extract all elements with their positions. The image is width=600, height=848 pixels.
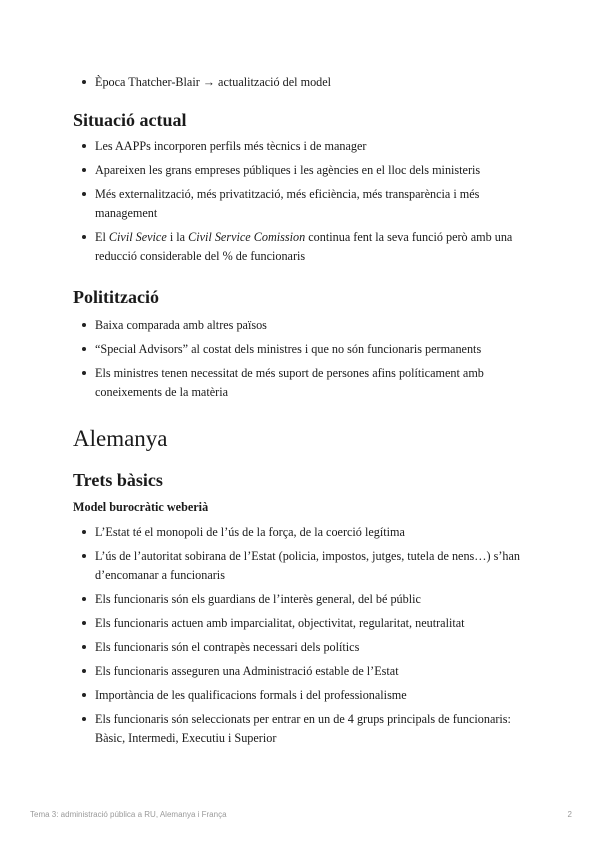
civil-service-term: Civil Sevice [108, 230, 167, 244]
list-item: L’ús de l’autoritat sobirana de l’Estat (policia, impostos, jutges, tutela de nens…) s’han d’encomanar a funcionaris [73, 547, 535, 585]
list-item: “Special Advisors” al costat dels ministres i que no són funcionaris permanents [73, 340, 535, 359]
civil-mid: i la [166, 230, 189, 244]
section-heading-situacio: Situació actual [73, 110, 187, 130]
intro-list [0, 73, 535, 97]
list-item: Els funcionaris són el contrapès necessari dels polítics [73, 638, 535, 657]
list-item: L’Estat té el monopoli de l’ús de la força, de la coerció legítima [73, 523, 535, 542]
page-number: 2 [567, 810, 572, 819]
list-item: Època Thatcher-Blair → actualització del model [73, 73, 535, 92]
subsection-heading-model: Model burocràtic weberià [73, 500, 209, 514]
section-heading-trets: Trets bàsics [73, 470, 163, 490]
list-item: Apareixen les grans empreses públiques i les agències en el lloc dels ministeris [73, 161, 535, 180]
civil-service-comission-term: Civil Service Comission [188, 230, 306, 244]
list-item-civil-service [73, 228, 535, 266]
civil-pre: El [95, 230, 109, 244]
section-heading-politititzacio: Politització [73, 287, 159, 307]
chapter-title-alemanya: Alemanya [73, 426, 168, 451]
alemanya-list [0, 523, 535, 753]
civil-post: continua fent la seva funció però amb una reducció considerable del % de funcionaris [95, 230, 513, 263]
list-item: Les AAPPs incorporen perfils més tècnics i de manager [73, 137, 535, 156]
list-item: Els funcionaris són els guardians de l’interès general, del bé públic [73, 590, 535, 609]
list-item: Els funcionaris actuen amb imparcialitat, objectivitat, regularitat, neutralitat [73, 614, 535, 633]
list-item: Baixa comparada amb altres països [73, 316, 535, 335]
situacio-list [0, 137, 535, 271]
footer-title: Tema 3: administració pública a RU, Alemanya i França [30, 810, 227, 819]
politit-list [0, 316, 535, 407]
list-item: Importància de les qualificacions formals i del professionalisme [73, 686, 535, 705]
list-item: Més externalització, més privatització, més eficiència, més transparència i més management [73, 185, 535, 223]
list-item: Els ministres tenen necessitat de més suport de persones afins políticament amb coneixements de la matèria [73, 364, 535, 402]
list-item: Els funcionaris asseguren una Administració estable de l’Estat [73, 662, 535, 681]
list-item: Els funcionaris són seleccionats per entrar en un de 4 grups principals de funcionaris: Bàsic, Intermedi, Executiu i Superior [73, 710, 535, 748]
